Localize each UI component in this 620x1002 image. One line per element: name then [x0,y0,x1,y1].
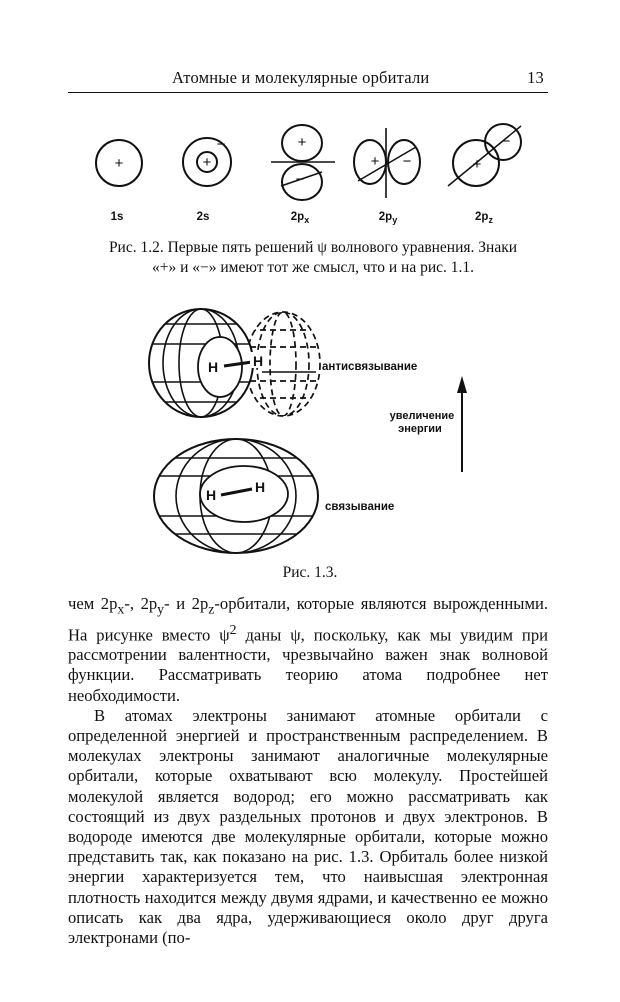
figure-1-2-caption-line2: «+» и «−» имеют тот же смысл, что и на рис. 1.1. [151,259,475,276]
label-2px: $2p_x$ [290,211,310,225]
energy-label-line2: энергии [398,423,442,435]
energy-arrow-head [457,376,467,393]
sign-2py-minus: − [402,153,412,170]
label-2pz: $2p_z$ [475,211,493,225]
sign-2px-plus: + [297,134,307,151]
antibonding-atom-h1: H [208,359,219,375]
figure-1-2-caption [78,238,548,278]
label-2py: $2p_y$ [378,211,398,225]
paragraph-2: В атомах электроны занимают атомные орбитали с определенной энергией и пространственным распределением. В молекулах электроны занимают аналогичные молекулярные орбитали, которые охватывают всю молекулу. Простейшей молекулой является водород; его можно рассматривать как состоящий из двух раздельных протонов и двух электронов. В водороде имеются две молекулярные орбитали, которые можно представить так, как показано на рис. 1.3. Орбиталь более низкой энергии характеризуется тем, что наивысшая электронная плотность находится между двумя ядрами, и качественно ее можно описать как два ядра, удерживающиеся около друг друга электронами (по- [68,705,548,948]
figure-1-2 [0,0,620,235]
bonding-atom-h1: H [206,487,217,503]
figure-1-2-caption-line1: Рис. 1.2. Первые пять решений ψ волнового уравнения. Знаки [108,239,518,256]
sign-2py-plus: + [370,153,380,170]
sign-1s-plus: + [114,155,124,172]
antibonding-atom-h2: H [253,353,264,369]
page-number: 13 [527,68,544,87]
antibonding-label: антисвязывание [322,361,418,373]
body-text [68,594,548,948]
energy-label-line1: увеличение [389,410,455,422]
figure-1-3 [0,280,620,570]
bonding-orbital [150,439,322,553]
sign-2px-minus: − [295,171,305,188]
sign-2pz-plus: + [472,156,482,173]
label-2s: 2s [196,211,210,223]
bonding-label: связывание [325,501,395,513]
label-1s: 1s [110,211,124,223]
paragraph-1: чем $2p_x-$, $2p_y-$ и $2p_z$-орбитали, которые являются вырожденными. На рисунке вместо $\psi^2$ даны ψ, поскольку, как мы увидим при рассмотрении валентности, чрезвычайно важен знак волновой функции. Рассматривать теорию атома подробнее нет необходимости. [68,594,548,705]
sign-2s-minus: − [216,136,226,153]
running-title: Атомные и молекулярные орбитали [172,68,430,87]
sign-2s-plus: + [202,154,212,171]
figure-1-3-caption: Рис. 1.3. [282,564,338,581]
sign-2pz-minus: − [501,133,511,150]
bonding-atom-h2: H [255,479,266,495]
